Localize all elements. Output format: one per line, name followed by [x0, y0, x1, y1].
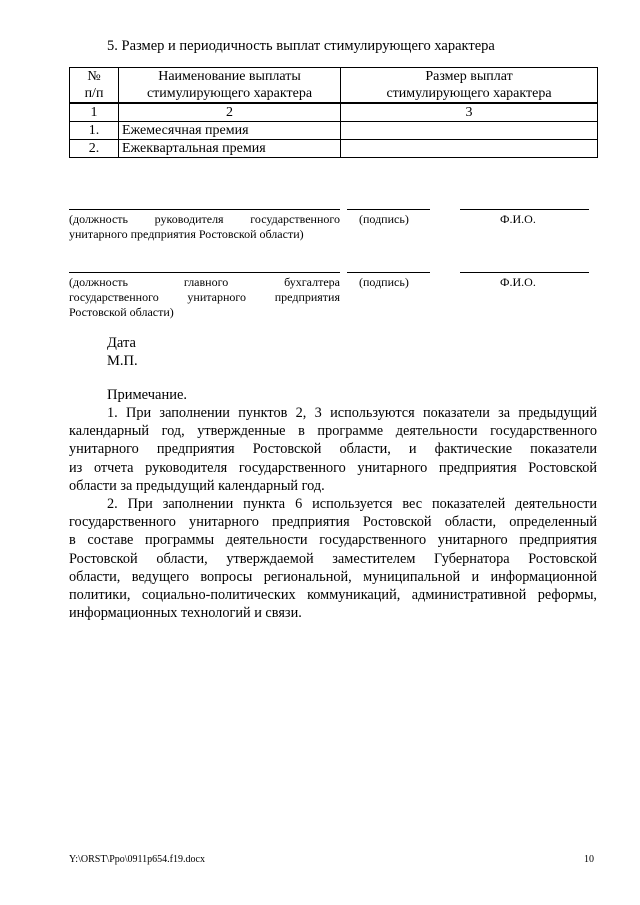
label-line: (должность руководителя государственного — [69, 212, 340, 226]
text-line: информационных технологий и связи. — [69, 605, 302, 622]
text-line: в составе программы деятельности государственного унитарного предприятия — [69, 532, 597, 549]
table-row — [70, 140, 598, 158]
row-amount — [341, 140, 598, 158]
footer-file-path: Y:\ORST\Ppo\0911p654.f19.docx — [69, 854, 205, 865]
position-label — [69, 275, 340, 320]
label-line: государственного унитарного предприятия — [69, 290, 340, 304]
label-line: унитарного предприятия Ростовской области) — [69, 227, 304, 241]
name-label: Ф.И.О. — [500, 275, 536, 289]
note-item-1 — [69, 404, 597, 495]
header-number — [70, 68, 119, 104]
row-amount — [341, 122, 598, 140]
table-row — [70, 122, 598, 140]
header-line: п/п — [84, 86, 104, 101]
name-line — [460, 209, 589, 210]
text-line: 2. При заполнении пункта 6 используется вес показателей деятельности — [107, 496, 597, 512]
text-line: государственного унитарного предприятия Ростовской области, определенный — [69, 514, 597, 531]
row-number: 2. — [70, 140, 119, 158]
column-number: 2 — [119, 103, 341, 122]
table-header-row — [70, 68, 598, 104]
header-line: Размер выплат — [425, 69, 513, 84]
header-line: стимулирующего характера — [146, 86, 313, 101]
signature-line — [347, 272, 430, 273]
column-number: 1 — [70, 103, 119, 122]
header-name — [119, 68, 341, 104]
section-title: 5. Размер и периодичность выплат стимулирующего характера — [107, 38, 495, 54]
label-line: (должность главного бухгалтера — [69, 275, 340, 289]
column-number-row — [70, 103, 598, 122]
note-heading: Примечание. — [107, 387, 188, 403]
header-line: Наименование выплаты — [158, 69, 301, 84]
text-line: Ростовской области, утверждаемой заместителем Губернатора Ростовской — [69, 550, 597, 567]
signature-label: (подпись) — [359, 212, 409, 226]
text-line: унитарного предприятия Ростовской области, и фактические показатели — [69, 441, 597, 458]
position-label — [69, 212, 340, 242]
date-label: Дата — [107, 335, 136, 351]
position-line — [69, 272, 340, 273]
row-number: 1. — [70, 122, 119, 140]
payments-table — [69, 67, 598, 158]
header-line: № — [87, 69, 101, 84]
position-line — [69, 209, 340, 210]
header-amount — [341, 68, 598, 104]
text-line: 1. При заполнении пунктов 2, 3 используются показатели за предыдущий — [107, 405, 597, 421]
row-name: Ежемесячная премия — [119, 122, 341, 140]
signature-line — [347, 209, 430, 210]
signature-label: (подпись) — [359, 275, 409, 289]
footer-page-number: 10 — [584, 854, 594, 865]
text-line: из отчета руководителя государственного унитарного предприятия Ростовской — [69, 459, 597, 476]
text-line: области за предыдущий календарный год. — [69, 477, 325, 494]
label-line: Ростовской области) — [69, 305, 174, 319]
header-line: стимулирующего характера — [386, 86, 552, 101]
row-name: Ежеквартальная премия — [119, 140, 341, 158]
text-line: области, ведущего вопросы региональной, муниципальной и информационной — [69, 568, 597, 585]
column-number: 3 — [341, 103, 598, 122]
name-label: Ф.И.О. — [500, 212, 536, 226]
stamp-label: М.П. — [107, 353, 138, 369]
name-line — [460, 272, 589, 273]
note-item-2 — [69, 495, 597, 622]
text-line: политики, социально-политических коммуникаций, административной реформы, — [69, 587, 597, 604]
text-line: календарный год, утвержденные в программе деятельности государственного — [69, 423, 597, 440]
